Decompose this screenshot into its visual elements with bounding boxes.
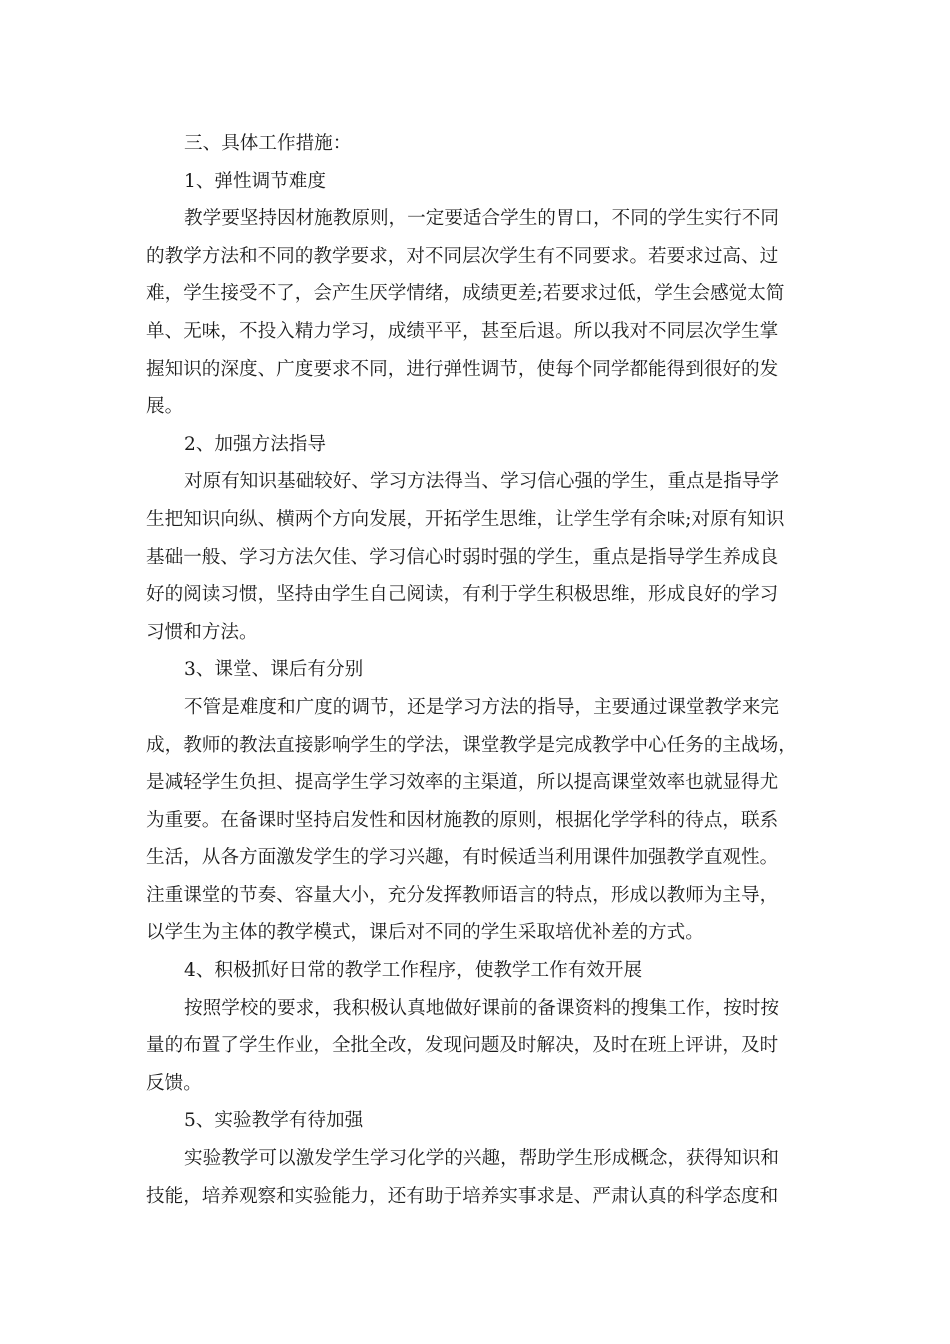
paragraph-line: 教学要坚持因材施教原则，一定要适合学生的胃口，不同的学生实行不同 [184, 208, 780, 230]
paragraph-line: 量的布置了学生作业，全批全改，发现问题及时解决，及时在班上评讲，及时 [146, 1035, 779, 1057]
section-heading: 三、具体工作措施： [184, 133, 352, 154]
paragraph-line: 不管是难度和广度的调节，还是学习方法的指导，主要通过课堂教学来完 [184, 696, 780, 718]
item-title: 4、积极抓好日常的教学工作程序，使教学工作有效开展 [184, 960, 643, 982]
item-3 [146, 651, 810, 952]
paragraph-line: 以学生为主体的教学模式，课后对不同的学生采取培优补差的方式。 [146, 922, 704, 944]
paragraph-line: 反馈。 [146, 1072, 202, 1094]
paragraph-line: 好的阅读习惯，坚持由学生自己阅读，有利于学生积极思维，形成良好的学习 [146, 584, 779, 606]
paragraph-line: 为重要。在备课时坚持启发性和因材施教的原则，根据化学学科的待点，联系 [146, 809, 779, 831]
paragraph-line: 握知识的深度、广度要求不同，进行弹性调节，使每个同学都能得到很好的发 [146, 358, 779, 380]
paragraph-line: 按照学校的要求，我积极认真地做好课前的备课资料的搜集工作，按时按 [184, 997, 780, 1019]
item-5 [146, 1102, 810, 1215]
paragraph-line: 习惯和方法。 [146, 621, 258, 643]
paragraph-line: 对原有知识基础较好、学习方法得当、学习信心强的学生，重点是指导学 [184, 471, 780, 493]
paragraph-line: 成，教师的教法直接影响学生的学法，课堂教学是完成教学中心任务的主战场， [146, 734, 797, 756]
paragraph-line: 生活，从各方面激发学生的学习兴趣，有时候适当利用课件加强教学直观性。 [146, 847, 779, 869]
item-title: 5、实验教学有待加强 [184, 1110, 364, 1132]
paragraph-line: 展。 [146, 396, 184, 418]
item-title: 2、加强方法指导 [184, 433, 326, 455]
item-title: 3、课堂、课后有分别 [184, 659, 364, 681]
paragraph-line: 的教学方法和不同的教学要求，对不同层次学生有不同要求。若要求过高、过 [146, 245, 779, 267]
document-page [146, 125, 810, 1215]
paragraph-line: 基础一般、学习方法欠佳、学习信心时弱时强的学生，重点是指导学生养成良 [146, 546, 779, 568]
item-4 [146, 952, 810, 1102]
item-2 [146, 426, 810, 652]
paragraph-line: 实验教学可以激发学生学习化学的兴趣，帮助学生形成概念，获得知识和 [184, 1148, 780, 1170]
paragraph-line: 生把知识向纵、横两个方向发展，开拓学生思维，让学生学有余味;对原有知识 [146, 508, 785, 530]
paragraph-line: 技能，培养观察和实验能力，还有助于培养实事求是、严肃认真的科学态度和 [146, 1185, 779, 1207]
paragraph-line: 注重课堂的节奏、容量大小，充分发挥教师语言的特点，形成以教师为主导， [146, 884, 779, 906]
item-1 [146, 163, 810, 426]
paragraph-line: 难，学生接受不了，会产生厌学情绪，成绩更差;若要求过低，学生会感觉太简 [146, 283, 785, 305]
paragraph-line: 单、无味，不投入精力学习，成绩平平，甚至后退。所以我对不同层次学生掌 [146, 320, 779, 342]
item-title: 1、弹性调节难度 [184, 170, 326, 192]
paragraph-line: 是减轻学生负担、提高学生学习效率的主渠道，所以提高课堂效率也就显得尤 [146, 772, 779, 794]
